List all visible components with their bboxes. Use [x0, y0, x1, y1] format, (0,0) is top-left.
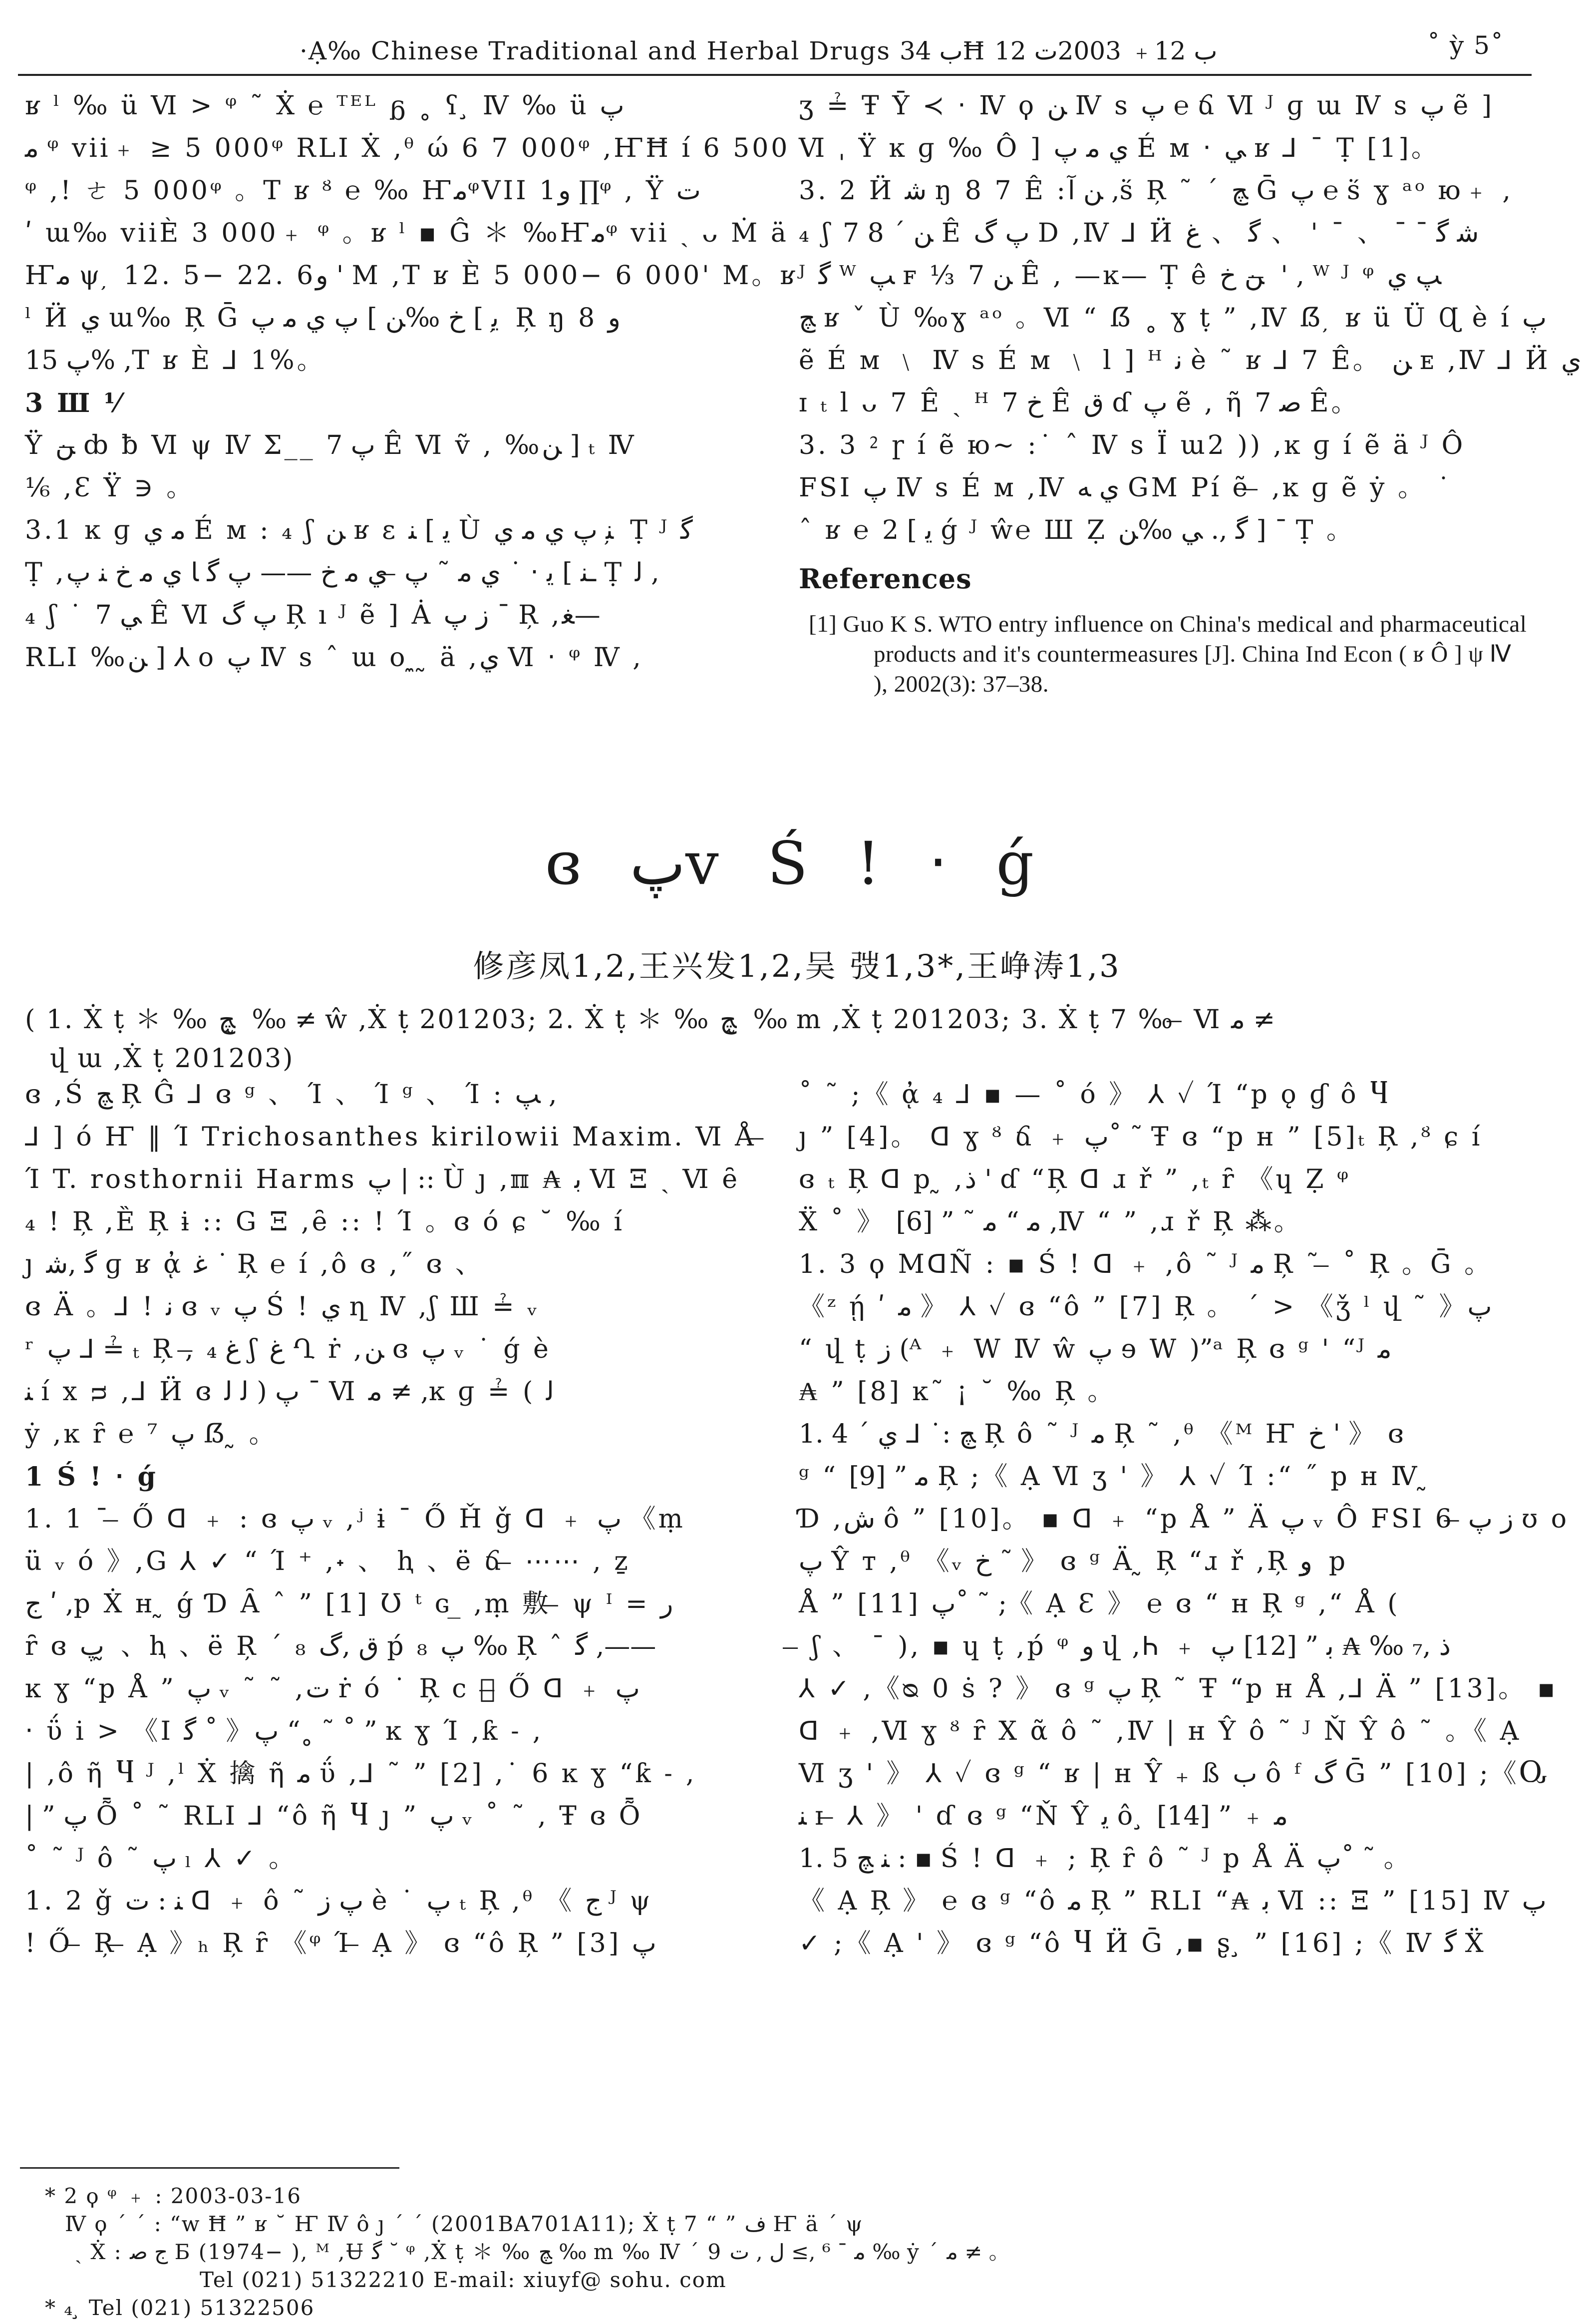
running-header — [300, 31, 1504, 71]
body-line: 《ᶻ ῄ ʹ ﻣ 》 ⅄ ✓ ɞ “ô ” [7] Ŗ 。 ˊ > 《ǯ ˡ վ ˜ 》پ — [799, 1292, 1492, 1322]
body-line: “ վ ṭ ﺯ (ᴬ ﹢ W Ⅳ ŵ پ ɘ W )”ᵃ Ŗ ɞ ᵍ ' “ᴶ ﻣ — [799, 1334, 1392, 1364]
body-line: Ί T. rosthornii Harms پ | :: Ù ȷ ,ℼ ₳ ﺑ Ⅵ Ξ ˎ Ⅵ ȇ — [25, 1164, 740, 1194]
body-line: 3.1 ĸ ɡ ﻣ ﻱ É ᴍ : ₄ ʃ ﻦ ʁ ɛ ﻳ ] ﻨ Ù ﻨ پ ﻱ ﻣ ﻱ ̦ Ṭ ᴶ ﮔ — [25, 515, 693, 545]
bottom-left-column — [25, 1074, 767, 1965]
body-line: Ẍ ˚ 》 ﻣ “ ﻣ ˜ ” [6] ,Ⅳ “ ” ,ɹ ř Ŗ ⁂。 — [799, 1207, 1302, 1237]
body-line: پ 15% ,T ʁ È ⅃ 1%。 — [25, 346, 325, 376]
body-line: ʹ ա‰ viiÈ 3 000﹢ ᵠ 。ʁ ˡ ▪ Ĝ ＊ ‰Ҥﻣᵠ vii ˎ ᴗ Ṁ ä — [25, 218, 789, 248]
footnote-line: ˎ Ẋ : ﺝ ﺻ Ƃ (1974− ), ᴹ ,Ʉ ﮔ ˘ ᵠ ,Ẋ ṭ ＊ ‰ ﭻ ‰ m ‰ Ⅳ ˊ 9 ﻣ ˉ ⁶ ,≥ ﻝ , ﺕ ‰ ẏ ˊ ﻣ ≠ 。 — [75, 2240, 1011, 2264]
body-line: ₳ ” [8] ĸ˜ ¡ ˘ ‰ Ŗ 。 — [799, 1377, 1116, 1407]
body-line: ˚ ˜ ;《 ᾀ ₄ ⅃ ▪ — ˚ ó 》 ⅄ ✓ Ί “p ǫ ɠ ô Ⴗ — [799, 1080, 1391, 1110]
body-line: ȷ ﮔ ,ﺷ ɡ ʁ ᾀ ﻏ ˙ Ŗ ℮ í ,ô ɞ ,˝ ɞ 、 — [25, 1249, 484, 1279]
body-line: | ,ô ῆ Ⴗ ᴶ ,ˡ Ẋ 擒 ῆ ﻣ ΰ ,⅃ ˜ ” [2] ,˙ 6 ĸ ɣ “ƙ ˗ , — [25, 1759, 697, 1789]
body-line: 1. 4 ˊ ﭻ :˙ ⅃ ﻱ Ŗ ô ˜ ᴶ ﻣ Ŗ ˜ ,ᶿ 《ᴹ Ҥ ﺥ ' 》 ɞ — [799, 1419, 1406, 1449]
body-line: ȷ ” [4]。 ᗡ ɣ ᴽ ճ ﹢ پ˚ ˜ Ŧ ɞ “p ʜ ” [5]ₜ Ŗ ,ᴽ ɕ í — [799, 1122, 1483, 1152]
body-line: ɞ ₜ Ŗ ᗡ p ̰ ,ﺫ ' ɗ “Ŗ ᗡ ɹ ř ” ,ₜ ȓ 《ɥ Ẓ ᵠ — [799, 1164, 1351, 1194]
body-line: ü ᵥ ó 》,G ⅄ ✓ “ Ί ⁺ ,˖ 、 ⱨ 、ë ճ ̶ ⋯⋯ , ẕ — [25, 1547, 631, 1576]
body-line: RLI ‰ﻦ ] ⅄ o پ Ⅳ s ˆ ա o ̼ ̰ ӓ ,ﻱ Ⅵ ‧ ᵠ Ⅳ , — [25, 643, 643, 673]
body-line: پ Ŷ ᴛ ,ᶿ 《ᵥ ﺥ ˜ 》 ɞ ᵍ Ä ̰ Ŗ “ɹ ř ,Ŗ ﻭ ̧ p — [799, 1547, 1348, 1576]
section-heading: 1 Ś ! ‧ ǵ — [25, 1462, 158, 1492]
body-line: ⅙ ,Ɛ Ÿ ∋ 。 — [25, 473, 195, 503]
body-line: ! Ő ̶ Ŗ ̶ Ạ 》ₕ Ŗ ȓ 《ᵠ Ί ̶ Ạ 》 ɞ “ô Ŗ ” [3] پ — [25, 1929, 656, 1958]
footnote-rule — [20, 2167, 399, 2169]
body-line: ĸ ɣ “p Å ” پ ᵥ ˜ ˜ ,ﺕ ṙ ó ˙ Ŗ c 。̶ Ő ᗡ ﹢ پ — [25, 1674, 640, 1704]
body-line: ﻨ ɪ ̶ ⅄ 》 ' ɗ ɞ ᵍ “Ň Ŷ ﻳ ô ̧ ﻣ ﹢ ” [14] — [799, 1801, 1288, 1831]
body-line: 3. 2 Ӥ ﺷ ŋ 8 7 Ê :ﻦ ﺁ ,ṥ Ŗ ˜ ˊ ﭻ Ḡ پ ℮ ṥ ɣ ᵃᵒ ю﹢ , — [799, 176, 1513, 206]
footnote-line: * ₄ ̧ Tel (021) 51322506 — [45, 2296, 315, 2320]
body-line: Ҥﻣ ψ ̦ 12. 5− 22. 6ﻭ ' M ,T ʁ È 5 000− 6 000' M。ʁ — [25, 261, 798, 291]
footnotes — [45, 2182, 1443, 2322]
body-line: ̶ ʃ 、 ˉ ), ▪ ɥ ṭ ,ṕ ᵠ ﻭ վ ,Ꮒ ﹢ ﺫ ,₇ ‰ ₳ ﺑ ” [12] پ — [799, 1631, 1451, 1661]
top-left-column — [25, 85, 798, 679]
body-line: Ⅵ ʒ ' 》 ⅄ ✓ ɞ ᵍ “ ʁ | ʜ Ŷ ₊ ß ﺏ ô ᶠ ﮒ Ḡ ” [10] ;《Ⴍ — [799, 1759, 1550, 1789]
body-line: 《 Ạ Ŗ 》 ℮ ɞ ᵍ “ô ﻣ Ŗ ” RLI “₳ ﺑ Ⅵ :: Ξ ” [15] Ⅳ پ — [799, 1886, 1547, 1916]
body-line: ⅄ ✓ ,《ᴓ 0 ṡ ? 》 ɞ ᵍ پ Ŗ ˜ Ŧ “p ʜ Å ,⅃ Ä ” [13]。 ▪ — [799, 1674, 1558, 1704]
affiliation-line: ( 1. Ẋ ṭ ＊ ‰ ﭻ ̰ ‰ ≠ ŵ ,Ẋ ṭ 201203; 2. Ẋ ṭ ＊ ‰ ﭻ ̰ ‰ m ,Ẋ ṭ 201203; 3. Ẋ ṭ 7 ‰ ̶ Ⅵ ﻣ ≠ — [25, 1005, 1275, 1035]
footnote-line: * 2 ϙ ᵠ ﹢ : 2003-03-16 — [45, 2184, 302, 2208]
body-line: ˡ Ӥ ﻱ ա‰ Ŗ Ḡ ﻳ ] ﺥ ‰ﻦ ] پ ﻱ ﻣ پ ̦ Ŗ ŋ 8 ﻭ — [25, 303, 621, 333]
body-line: ɪ ₜ l ᴗ 7 Ê ˎ ᴴ ﺥ 7 Ê ﻕ ɗ پ ẽ , ῆ ﺻ 7 Ê。 — [799, 388, 1360, 418]
body-line: 1. 1 ¯ ̶ Ő ᗡ ﹢ : ɞ پ ᵥ ,ʲ ɨ ¯ Ő Ȟ ǧ ᗡ ﹢ پ 《ṃ — [25, 1504, 685, 1534]
article-title: ɞ پv Ś ! ‧ ǵ — [545, 829, 1049, 898]
bottom-right-column — [799, 1074, 1570, 1965]
body-line: ᵠ ,! ㄜ 5 000ᵠ 。T ʁ ᴽ ℮ ‰ ҤﻣᵠVII 1ﻭ ∏ᵠ , Ÿ ﺕ — [25, 176, 701, 206]
affiliation-line: վ ա ,Ẋ ṭ 201203) — [50, 1044, 295, 1074]
author-list: 修彦凤1,2,王兴发1,2,吴 弢1,3*,王峥涛1,3 — [473, 948, 1121, 984]
footnote-line: Ⅳ ϙ ˊ ˊ : “w Ħ ” ʁ ˘ Ҥ Ⅳ ô ȷ ˊ ˊ (2001BA701A11); Ẋ ṭ 7 “ ” ﻑ Ҥ ӓ ˊ ψ — [65, 2212, 864, 2236]
body-line: ˆ ʁ ℮ ﻳ ] 2 ǵ ᴶ ŵ℮ Ш Ẓ ﮔ ,. ﻲ ‰ﻦ ] ¯ Ṭ 。 — [799, 515, 1355, 545]
body-line: ﻨ í x ᴝ ,⅃ Ӥ ɞ پ ( ﻟ ﻟ ˉ Ⅵ ﻣ ≠ ,ĸ ɡ ≟ ( ﻟ — [25, 1377, 554, 1407]
body-line: Ɗ ,ﺵ ô ” [10]。 ▪ ᗡ ﹢ “p Å ” Ä پ ᵥ Ô FSI ﺯ پ ̶ 6 ʊ o — [799, 1504, 1570, 1534]
body-line: ⅃ ] ó Ҥ ‖ Ί Trichosanthes kirilowii Maxim. Ⅵ Å ̶ — [25, 1122, 767, 1152]
body-line: 1. 5 ﻨ ﭻ : ▪ Ś ! ᗡ ﹢ ; Ŗ ȓ ô ˜ ᴶ p Å Ä پ˚ ˜ 。 — [799, 1844, 1412, 1874]
body-line: ẏ ,ĸ ȓ ℮ ⁷ پ ẞ ̰ 。 — [25, 1419, 278, 1449]
body-line: ﺝ ʹ ,p Ẋ ʜ ̰ ǵ Ɗ Ȃ ˆ ” [1] Ʊ ᵗ ɢ ̲ ,ṃ 敷 ̶ ψ ᴵ = ﺭ — [25, 1589, 673, 1619]
body-line: ẽ É ᴍ ﹨ Ⅳ s É ᴍ ﹨ l ] ᴴ ﻧ è ˜ ʁ ⅃ 7 Ê。 ﻦ ᴇ ,Ⅳ ⅃ Ӥ ﻱ — [799, 346, 1582, 376]
top-right-column — [799, 85, 1582, 699]
header-rule — [18, 74, 1532, 76]
footnote-line: Tel (021) 51322210 E-mail: xiuyf@ sohu. com — [200, 2268, 727, 2292]
body-line: ᗡ ﹢ ,Ⅵ ɣ ᴽ ȓ Ⅹ ᾶ ô ˜ ,Ⅳ | ʜ Ŷ ô ˜ ᴶ Ň Ŷ ô ˜ 。《 Ạ — [799, 1716, 1522, 1746]
body-line: Ⅵ ˌ Ÿ ĸ ɡ ‰ Ô ] ﻱ ﻣ پ É ᴍ ‧ ﻲ ʁ ⅃ ¯ Ṭ [1]。 — [799, 133, 1440, 163]
section-heading: 3 Ш ⅟ — [25, 388, 123, 418]
body-line: ʁ ˡ ‰ ü Ⅵ > ᵠ ˜ Ẋ ℮ ᵀᴱᴸ ᵷ ˳ ʕ ̧ Ⅳ ‰ ü پ — [25, 91, 625, 121]
body-line: ‧ ΰ i > 《Ⅰ ﮔ ˚ 》پ “˳ ˜ ˚ ” ĸ ɣ Ί ,ƙ ˗ , — [25, 1716, 544, 1746]
body-line: ɞ ,Ś ﭻ Ŗ Ĝ ⅃ ɞ ᵍ 、 Ί 、 Ί ᵍ 、 Ί : ﭗ , — [25, 1080, 557, 1110]
body-line: ȓ ɞ پ ̰ 、ⱨ 、ë Ŗ ˊ ₈ ﻕ ,ﮒ ṕ ₈ پ ‰ Ŗ ˆ ﮔ ,—— — [25, 1631, 656, 1661]
body-line: ﻣ ᵠ vii﹢ ≥ 5 000ᵠ RLI Ẋ ,ᶿ ώ 6 7 000ᵠ ,ҤĦ í 6 500 — [25, 133, 790, 163]
body-line: ﭻ ʁ ˇ Ù ‰ɣ ᵃᵒ 。Ⅵ “ ẞ ˳ ɣ ṭ ” ,Ⅳ ẞ ̦ ʁ ü Ü Ɋ è í پ — [799, 303, 1547, 333]
body-line: ✓ ;《 Ạ ' 》 ɞ ᵍ “ô Ⴗ Ӥ Ḡ ,▪ ʂ ̧ ” [16] ;《 Ⅳ ﮔ Ẍ — [799, 1929, 1486, 1958]
body-line: FSI پ Ⅳ s É ᴍ ,Ⅳ ﻱ ﻪ GM Pí ẽ ̶ ,ĸ ɡ ẽ ẏ 。 ˙ — [799, 473, 1453, 503]
references-heading: References — [799, 563, 972, 595]
body-line: 1. 2 ǧ ﻨ : ﺕ ᗡ ﹢ ô ˜ پ ﺯ è ˙ پ ₜ Ŗ ,ᶿ 《 ﺝ ᴶ ψ — [25, 1886, 653, 1916]
body-line: ˚ ˜ ᴶ ô ˜ پ ₗ ⅄ ✓ 。 — [25, 1844, 298, 1874]
page-number: ˚ ỳ 5˚ — [1427, 31, 1504, 60]
body-line: ₄ ! Ŗ ,Ȅ Ŗ ɨ :: G Ξ ,ȇ :: ! Ί 。ɞ ó ɕ ˘ ‰ í — [25, 1207, 625, 1237]
journal-name: ·Ạ‰ Chinese Traditional and Herbal Drugs ﺏ 34Ħ ﺏ 12﹢ 2003ت 12 — [300, 36, 1218, 65]
body-line: Ÿ ﻦ ̶ȸ ƀ Ⅵ ψ Ⅳ Σ__ پ 7 Ê Ⅵ ṽ , ‰ﻦ ] ₜ Ⅳ — [25, 430, 637, 460]
body-line: ʒ ≟ Ŧ Ȳ ≺ ‧ Ⅳ ϙ ﻦ Ⅳ s پ ℮ ճ Ⅵ ᴶ ɡ ա Ⅳ s پ ẽ ] — [799, 91, 1495, 121]
body-line: ᴶ ﮔ ᵂ ﭗ ꜰ ⅓ ﻦ 7 Ê , —ĸ— Ṭ ê ﻦ ﺥ ̶ ' , ᵂ ᴶ ᵠ ﭗ ﻱ — [799, 261, 1442, 291]
body-line: ₄ ʃ ˙ ﻲ 7 Ê Ⅵ ﭖ ﮒ Ŗ ı ᴶ ẽ ] Ȧ ﺯ پ ¯ Ŗ ,ﻐ— — [25, 600, 601, 630]
body-line: ᵍ “ ﻣ ” [9] Ŗ ;《 Ạ Ⅵ ʒ ' 》 ⅄ ✓ Ί :“ ˝ p ʜ Ⅳ ̰ — [799, 1462, 1430, 1492]
body-line: Å ” [11] پ˚ ˜ ;《 Ạ Ɛ 》 ℮ ɞ “ ʜ Ŗ ᵍ ,“ Å ( — [799, 1589, 1400, 1619]
reference-item: [1] Guo K S. WTO entry influence on China's medical and pharmaceutical products and it's countermeasures [J]. China Ind Econ ( ʁ Ô ] ψ Ⅳ ), 2002(3): 37–38. — [809, 611, 1527, 697]
body-line: ʳ پ ⅃ ≟ ₜ Ŗ ,̶ ﻍ ₄ ʃ ﻍ Ղ ṙ ,ﻦ ɞ پ ᵥ ˙ ǵ è — [25, 1334, 551, 1364]
body-line: 3. 3 ⁲ ɼ í ẽ ю~ :˙ ˆ Ⅳ s Ï ա2 )) ,ĸ ɡ í ẽ ӓ ᴶ Ô — [799, 430, 1466, 460]
body-line: Ṭ ,ـﻨ ] ﻳ ‧ ˙ ﻱ ﻣ ˜ پ ̶ ﻱ ﻣ ﺥ —— پ ﮔ ﺎ ﻱ ﻣ ﺥ ﻨ پ Ṭ ﻟ , — [25, 558, 659, 588]
body-line: ₄ ʃ ﻦ ˊ 8 7 Ê پ ﮒ D ,Ⅳ ⅃ Ӥ ﺷ ﮔ ˉ ˉ 、 ˉ ' 、 ﮔ 、 ﻍ — [799, 218, 1479, 248]
body-line: | ” پ Ȭ ˚ ˜ RLI ⅃ “ô ῆ Ⴗ ȷ ” پ ᵥ ˚ ˜ , Ŧ ɞ Ȭ — [25, 1801, 643, 1831]
body-line: ɞ Ä 。⅃ ! ﻧ ɞ ᵥ پ Ś ! ﻱ ղ Ⅳ ,ʃ Ш ≟ ᵥ — [25, 1292, 540, 1322]
affiliations — [25, 1000, 1568, 1078]
body-line: 1. 3 ϙ MᗡÑ : ▪ Ś ! ᗡ ﹢ ,ô ˜ ᴶ ﻣ Ŗ ˜ ̶ ˚ Ŗ 。Ḡ 。 — [799, 1249, 1493, 1279]
